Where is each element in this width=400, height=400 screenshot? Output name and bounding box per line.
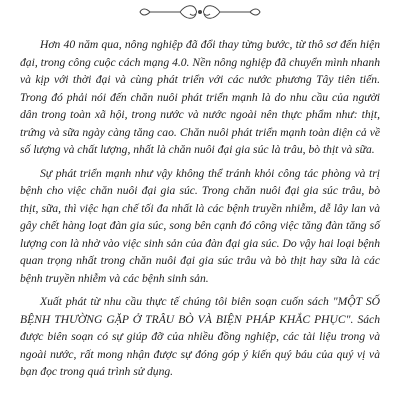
paragraph-3: Xuất phát từ nhu cầu thực tế chúng tôi biên soạn cuốn sách "MỘT SỐ BỆNH THƯỜNG GẶP Ở TRÂU BÒ VÀ BIỆN PHÁP KHẮC PHỤC". Sách được biên soạn có sự giúp đỡ của nhiều đồng nghiệp, các tài liệu trong và ngoài nước, rất mong nhận được sự đóng góp ý kiến quý báu của quý vị và bạn đọc trong quá trình sử dụng. [20, 295, 380, 378]
paragraph-2: Sự phát triển mạnh như vậy không thể tránh khỏi công tác phòng và trị bệnh cho việc chăn nuôi đại gia súc. Trong chăn nuôi đại gia súc trâu, bò thịt, sữa, thì việc hạn chế tối đa nhất là các bệnh truyền nhiễm, dễ lây lan và gây chết hàng loạt đàn gia súc, song bên cạnh đó công việc tăng đàn tăng số lượng con là nhờ vào việc sinh sản của đàn đại gia súc. Do vậy hai loại bệnh quan trọng nhất trong chăn nuôi đại gia súc trâu và bò thịt hay sữa là các bệnh truyền nhiễm và các bệnh sinh sản. [20, 166, 380, 285]
paragraph-1: Hơn 40 năm qua, nông nghiệp đã đổi thay từng bước, từ thô sơ đến hiện đại, trong công cuộc cách mạng 4.0. Nền nông nghiệp đã chuyển mình nhanh và kịp với thời đại và cùng phát triển với các nước phương Tây tiên tiến. Trong đó phải nói đến chăn nuôi phát triển mạnh là do nhu cầu của người dân trong toàn xã hội, trong nước và nước ngoài nên thực phẩm như: thịt, trứng và sữa ngày càng tăng cao. Chăn nuôi phát triển mạnh toàn diện cả về số lượng và chất lượng, nhất là chăn nuôi đại gia súc là trâu, bò thịt và sữa. [20, 38, 380, 156]
body-text [20, 36, 380, 387]
decorative-ornament [0, 0, 400, 24]
